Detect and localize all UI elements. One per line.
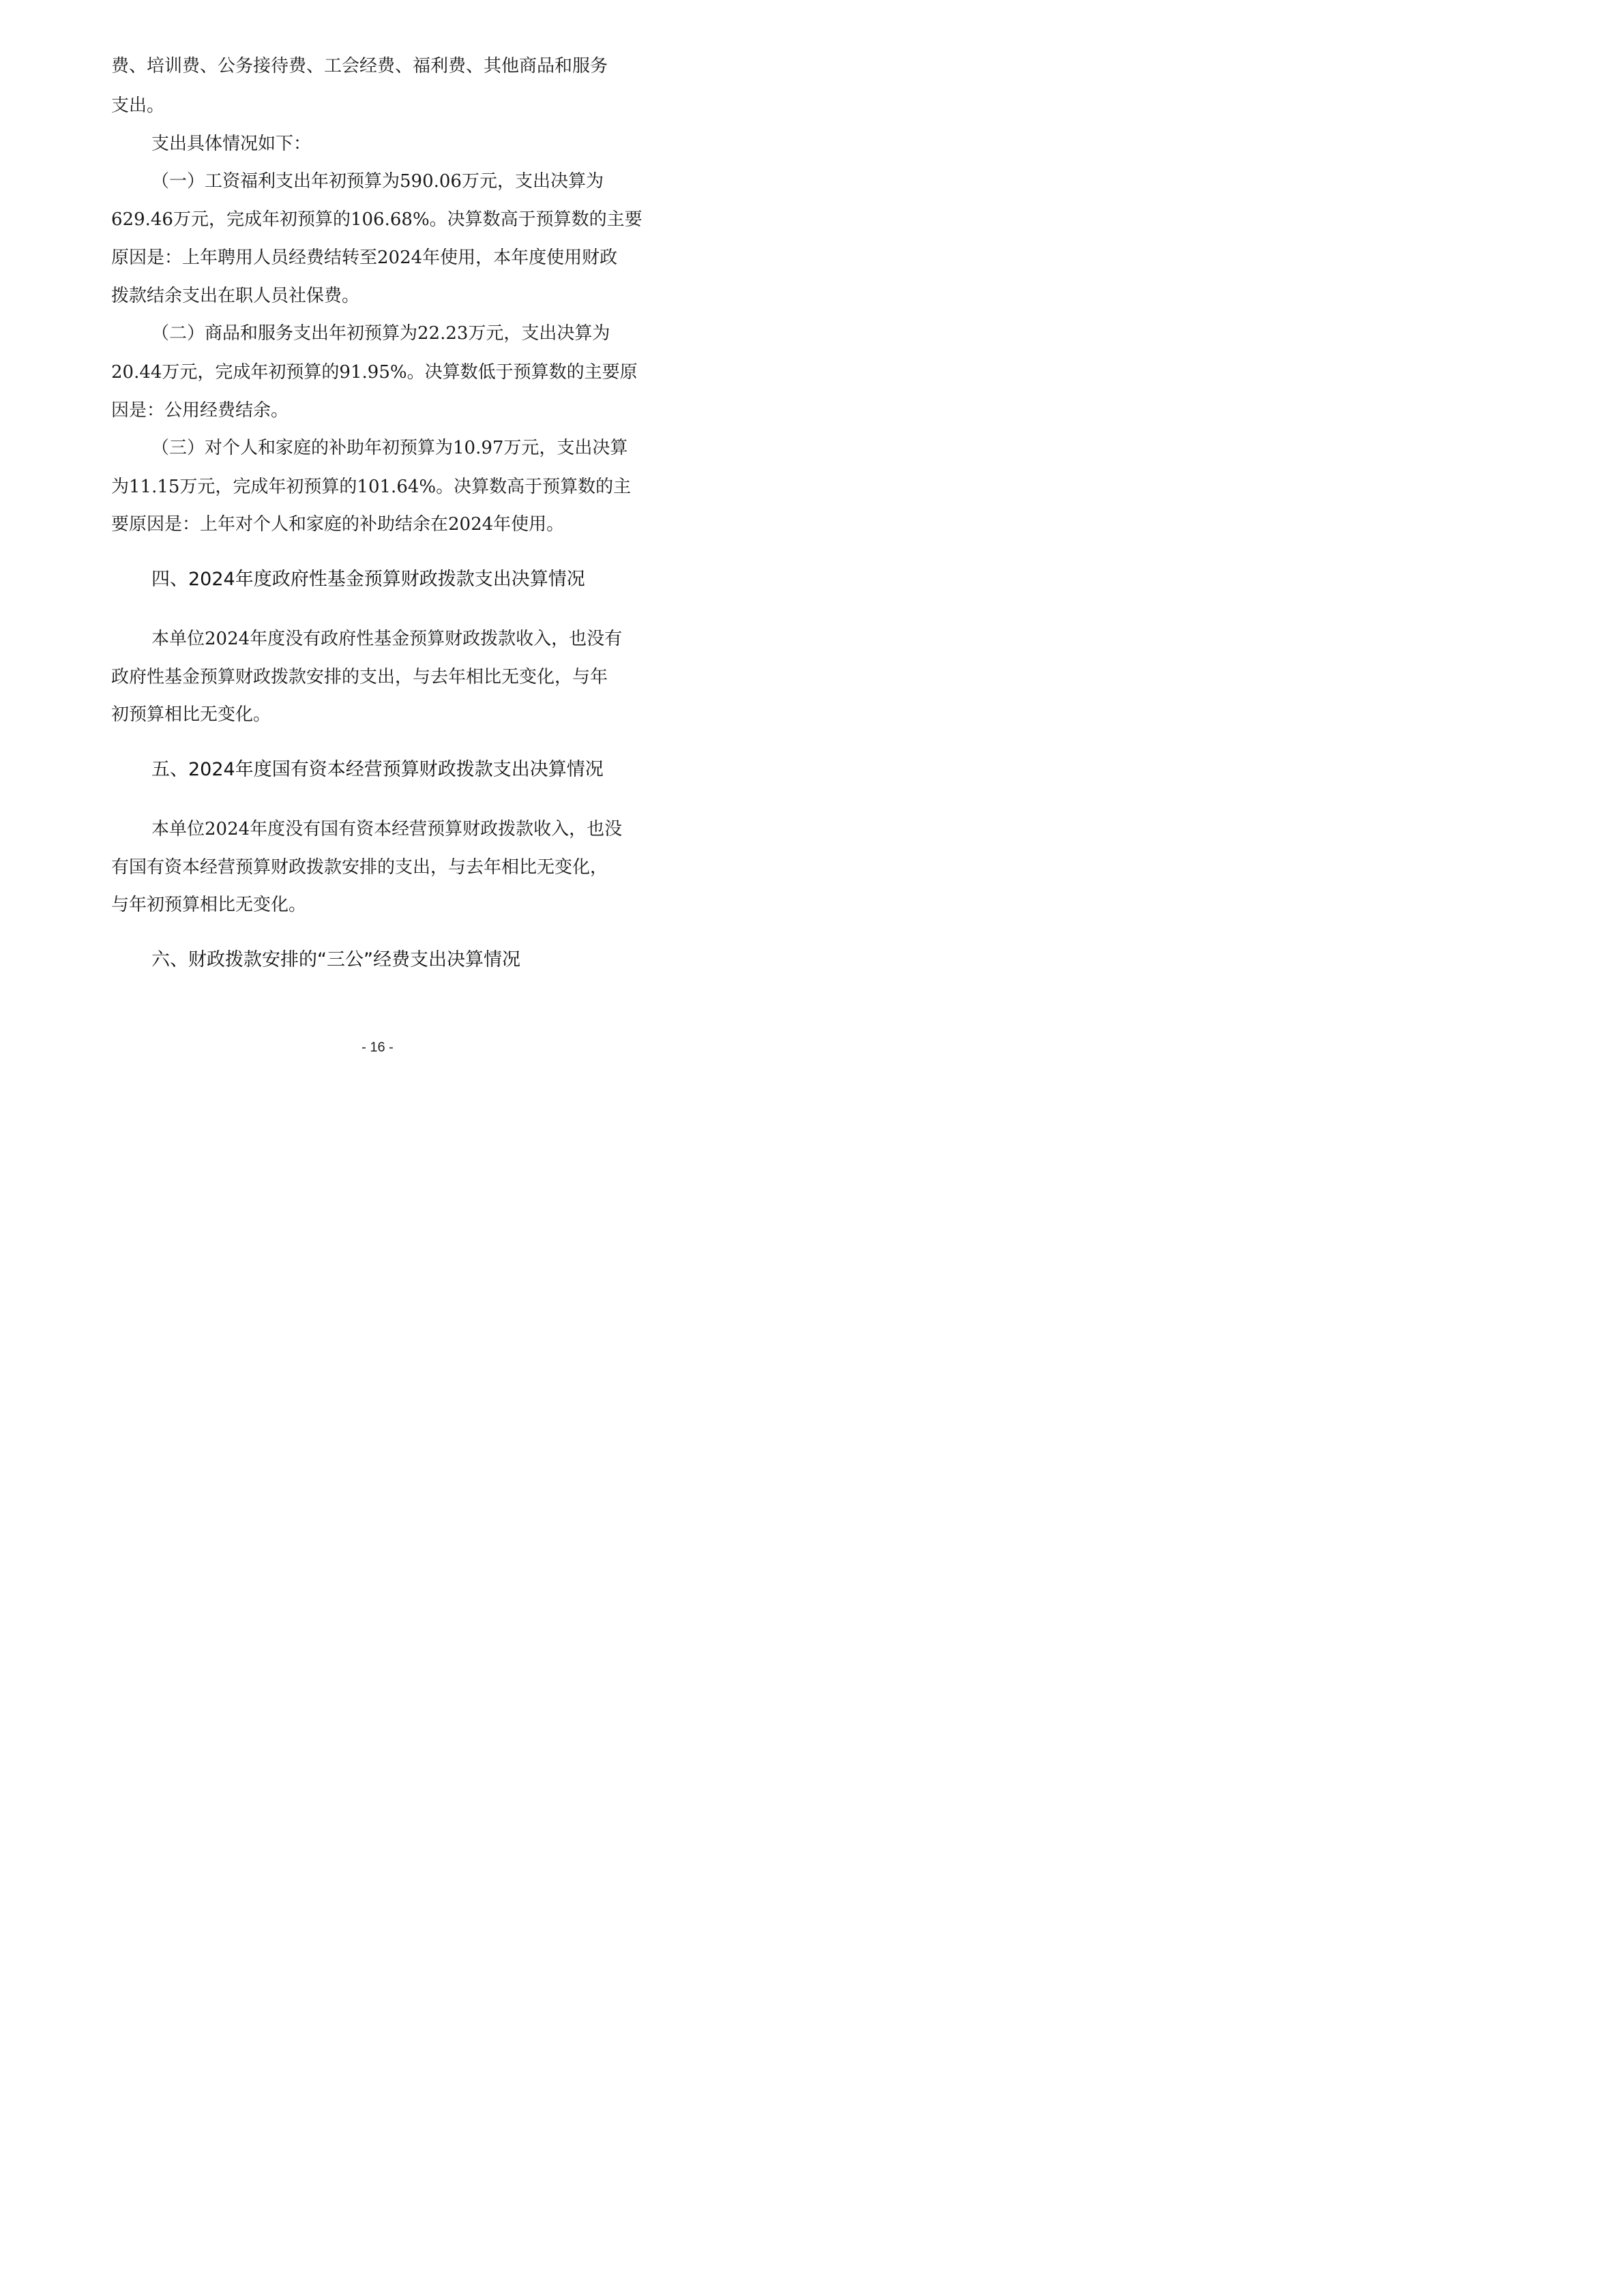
item-1-line: （一）工资福利支出年初预算为590.06万元，支出决算为	[151, 171, 604, 192]
section-5-line: 有国有资本经营预算财政拨款安排的支出，与去年相比无变化，	[111, 857, 608, 878]
section-5-heading: 五、2024年度国有资本经营预算财政拨款支出决算情况	[151, 759, 604, 780]
section-5-line: 与年初预算相比无变化。	[111, 895, 307, 915]
item-3-line: 要原因是：上年对个人和家庭的补助结余在2024年使用。	[111, 514, 565, 535]
item-2-line: （二）商品和服务支出年初预算为22.23万元，支出决算为	[151, 323, 610, 344]
page-number: - 16 -	[361, 1040, 394, 1055]
section-4-line: 政府性基金预算财政拨款安排的支出，与去年相比无变化，与年	[111, 667, 608, 687]
item-3-line: （三）对个人和家庭的补助年初预算为10.97万元，支出决算	[151, 438, 628, 458]
item-2-line: 因是：公用经费结余。	[111, 400, 289, 421]
item-1-line: 629.46万元，完成年初预算的106.68%。决算数高于预算数的主要	[111, 209, 643, 230]
section-5-line: 本单位2024年度没有国有资本经营预算财政拨款收入，也没	[151, 819, 623, 839]
item-3-line: 为11.15万元，完成年初预算的101.64%。决算数高于预算数的主	[111, 477, 632, 497]
section-4-heading: 四、2024年度政府性基金预算财政拨款支出决算情况	[151, 569, 585, 590]
item-1-line: 原因是：上年聘用人员经费结转至2024年使用，本年度使用财政	[111, 248, 618, 268]
body-line: 支出。	[111, 95, 165, 116]
item-2-line: 20.44万元，完成年初预算的91.95%。决算数低于预算数的主要原	[111, 362, 638, 383]
section-6-heading: 六、财政拨款安排的“三公”经费支出决算情况	[151, 949, 520, 970]
section-4-line: 本单位2024年度没有政府性基金预算财政拨款收入，也没有	[151, 629, 623, 649]
paragraph-lead: 支出具体情况如下：	[151, 134, 312, 154]
document-page	[0, 0, 755, 1067]
body-line: 费、培训费、公务接待费、工会经费、福利费、其他商品和服务	[111, 56, 608, 76]
section-4-line: 初预算相比无变化。	[111, 704, 271, 725]
item-1-line: 拨款结余支出在职人员社保费。	[111, 286, 360, 306]
